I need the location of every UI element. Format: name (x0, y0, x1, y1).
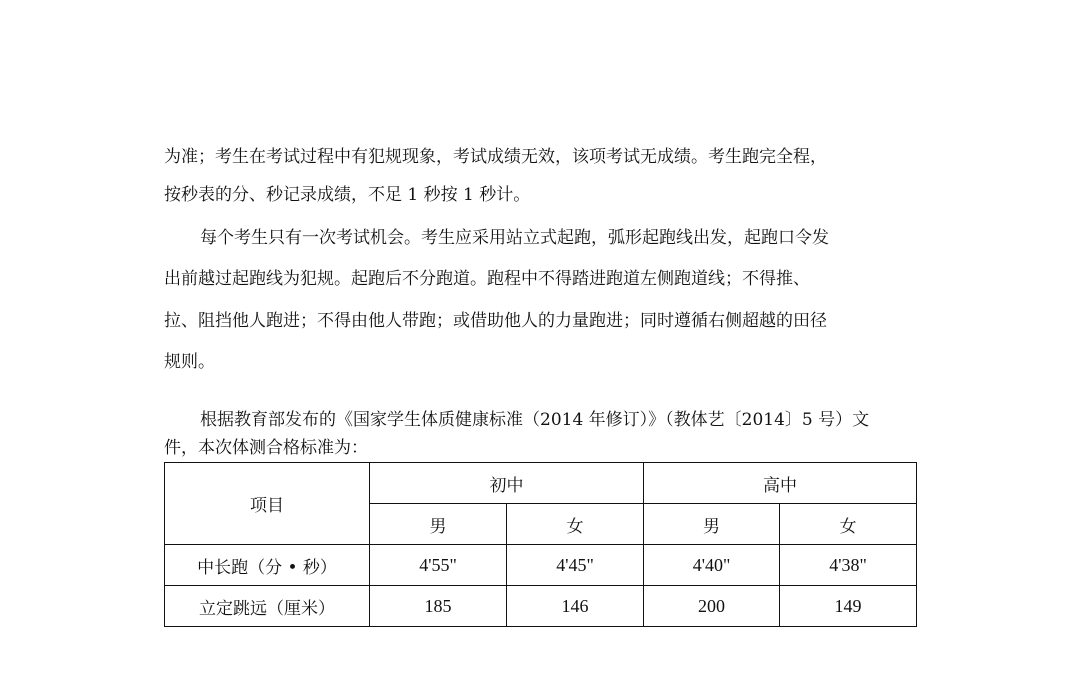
row-label-cell: 中长跑（分 • 秒） (165, 545, 370, 586)
senior-female-header-cell: 女 (780, 504, 917, 545)
fitness-standard-table (164, 462, 917, 627)
value-cell: 4'45" (507, 545, 644, 586)
value-cell: 146 (507, 586, 644, 627)
value-cell: 185 (370, 586, 507, 627)
item-header-cell: 项目 (165, 463, 370, 545)
table-header-row (165, 463, 917, 504)
value-cell: 200 (644, 586, 780, 627)
paragraph-2-line-1: 每个考生只有一次考试机会。考生应采用站立式起跑，弧形起跑线出发，起跑口令发 (200, 228, 829, 248)
senior-high-header-cell: 高中 (644, 463, 917, 504)
value-cell: 4'38" (780, 545, 917, 586)
junior-female-header-cell: 女 (507, 504, 644, 545)
paragraph-1-line-1: 为准；考生在考试过程中有犯规现象，考试成绩无效，该项考试无成绩。考生跑完全程， (164, 147, 827, 167)
paragraph-2-line-2: 出前越过起跑线为犯规。起跑后不分跑道。跑程中不得踏进跑道左侧跑道线；不得推、 (164, 269, 810, 289)
row-label-cell: 立定跳远（厘米） (165, 586, 370, 627)
value-cell: 149 (780, 586, 917, 627)
value-cell: 4'55" (370, 545, 507, 586)
paragraph-1-line-2: 按秒表的分、秒记录成绩，不足 1 秒按 1 秒计。 (164, 185, 531, 205)
paragraph-3-line-2: 件，本次体测合格标准为： (164, 438, 368, 458)
junior-high-header-cell: 初中 (370, 463, 644, 504)
junior-male-header-cell: 男 (370, 504, 507, 545)
table-row (165, 586, 917, 627)
paragraph-2-line-3: 拉、阻挡他人跑进；不得由他人带跑；或借助他人的力量跑进；同时遵循右侧超越的田径 (164, 311, 827, 331)
paragraph-2-line-4: 规则。 (164, 352, 215, 372)
paragraph-3-line-1: 根据教育部发布的《国家学生体质健康标准（2014 年修订）》（教体艺〔2014〕5 号）文 (200, 410, 870, 430)
value-cell: 4'40" (644, 545, 780, 586)
table-row (165, 545, 917, 586)
senior-male-header-cell: 男 (644, 504, 780, 545)
